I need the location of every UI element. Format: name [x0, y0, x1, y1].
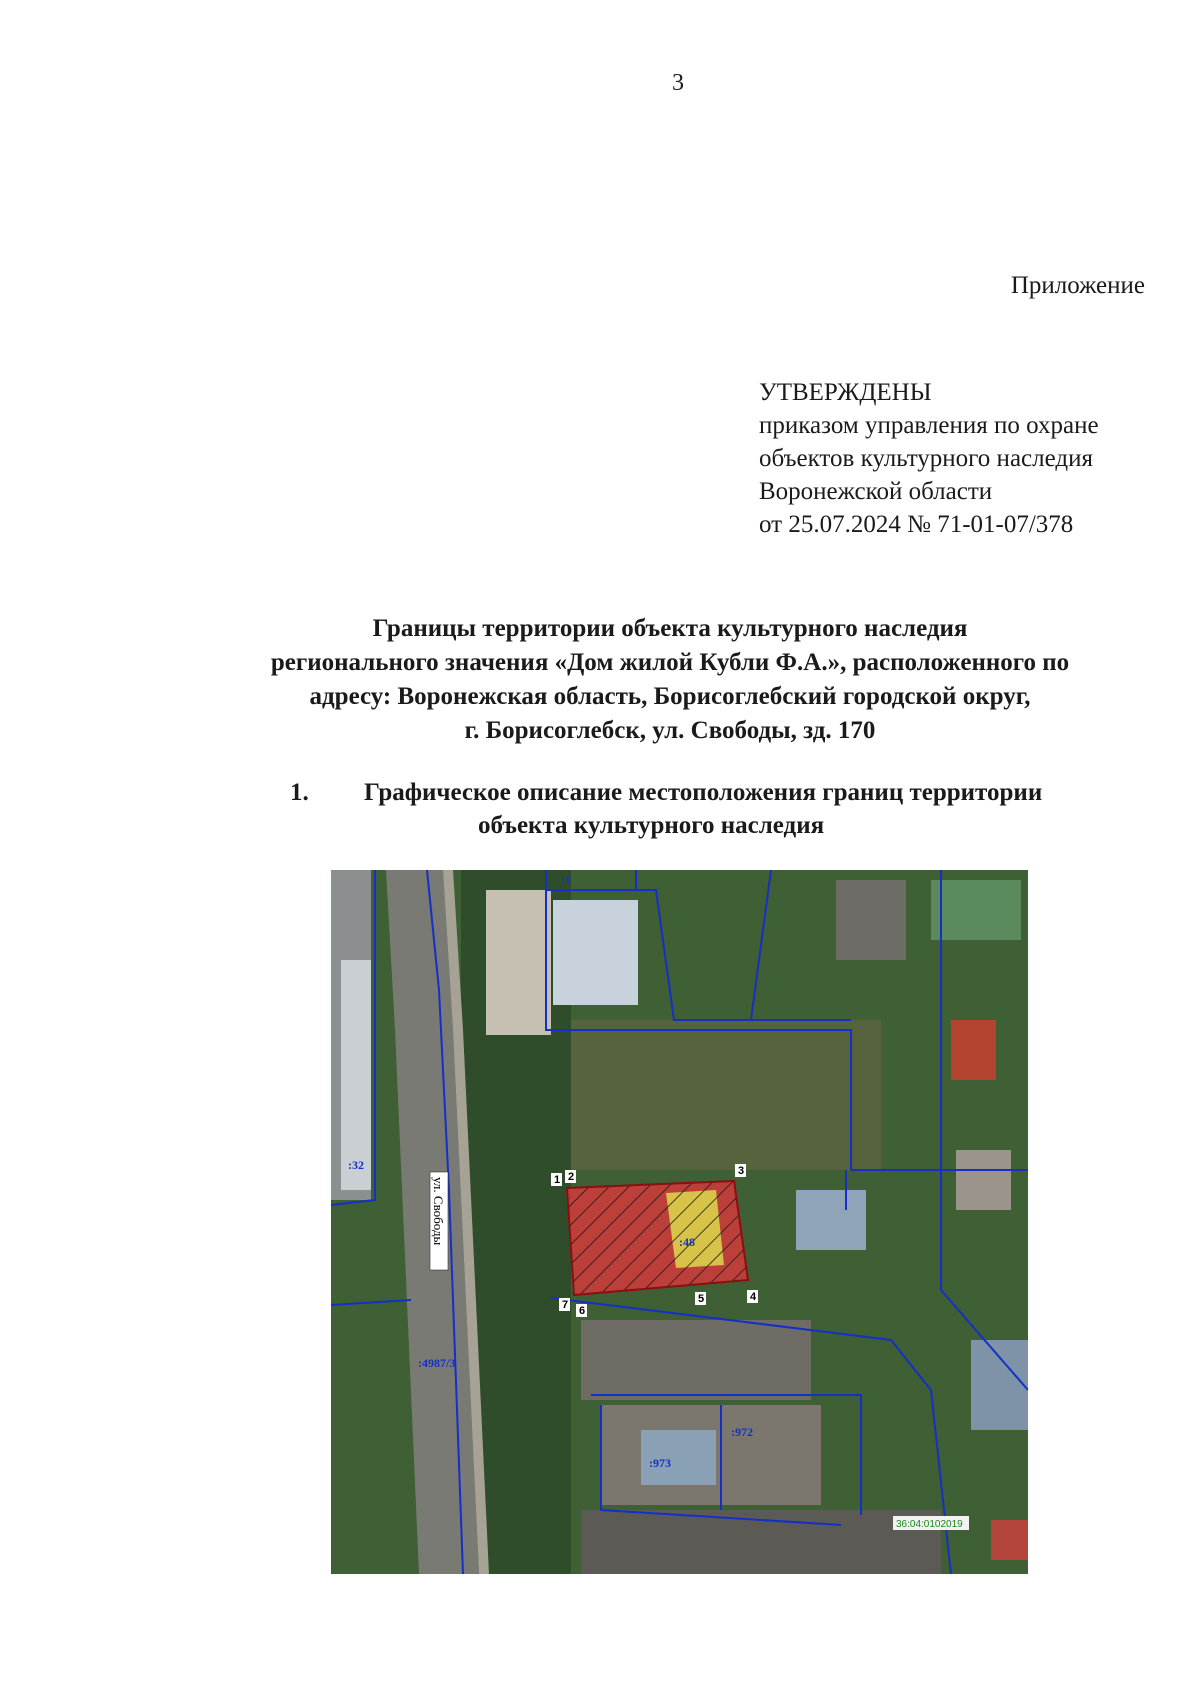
parcel-label: :973: [649, 1456, 671, 1470]
block-number: 36:04:0102019: [896, 1519, 963, 1530]
document-title: [150, 612, 1190, 748]
title-line: Границы территории объекта культурного наследия: [372, 615, 968, 642]
building-roof: [796, 1190, 866, 1250]
heritage-object-territory: [567, 1181, 748, 1295]
approval-heading: УТВЕРЖДЕНЫ: [759, 379, 932, 406]
point-3: 3: [738, 1165, 745, 1177]
approval-date-number: от 25.07.2024 № 71-01-07/378: [759, 511, 1074, 538]
approval-block: [759, 376, 1099, 541]
building-roof: [931, 880, 1021, 940]
parcel-label: :972: [731, 1425, 753, 1439]
section-title-line: объекта культурного наследия: [478, 812, 825, 839]
page-number: 3: [672, 70, 684, 96]
paved-yard: [486, 890, 551, 1035]
approval-line: Воронежской области: [759, 478, 993, 505]
parcel-label: :4987/3: [418, 1356, 456, 1370]
block-number-box: [893, 1516, 969, 1530]
object-hatching: [567, 1181, 748, 1295]
building-roof: [341, 960, 371, 1190]
street-label: ул. Свободы: [431, 1177, 446, 1246]
building-roof: [991, 1520, 1028, 1560]
building-roof: [836, 880, 906, 960]
building-roof: [951, 1020, 996, 1080]
approval-line: приказом управления по охране: [759, 412, 1099, 439]
point-5: 5: [698, 1293, 705, 1305]
section-title-line: Графическое описание местоположения границ территории: [364, 779, 1043, 806]
building-roof: [956, 1150, 1011, 1210]
point-1: 1: [554, 1174, 561, 1186]
section-heading: [290, 776, 1042, 842]
parcel-label: :1: [561, 873, 571, 887]
building-roof: [971, 1340, 1028, 1430]
building-roof: [581, 1320, 811, 1400]
title-line: регионального значения «Дом жилой Кубли Ф.А.», расположенного по: [270, 649, 1070, 676]
approval-line: объектов культурного наследия: [759, 445, 1093, 472]
street-label-box: [430, 1172, 448, 1270]
object-parcel-label: :48: [679, 1235, 695, 1249]
parcel-label: :32: [348, 1158, 364, 1172]
point-7: 7: [562, 1299, 569, 1311]
title-line: адресу: Воронежская область, Борисоглебский городской округ,: [309, 683, 1031, 710]
appendix-label: Приложение: [1010, 272, 1145, 299]
title-line: г. Борисоглебск, ул. Свободы, зд. 170: [464, 717, 876, 744]
vacant-lot: [561, 1020, 881, 1170]
point-2: 2: [568, 1171, 575, 1183]
cadastral-map: [331, 870, 1028, 1574]
point-6: 6: [579, 1305, 586, 1317]
building-roof: [553, 900, 638, 1005]
section-number: 1.: [290, 779, 309, 806]
point-4: 4: [750, 1291, 757, 1303]
